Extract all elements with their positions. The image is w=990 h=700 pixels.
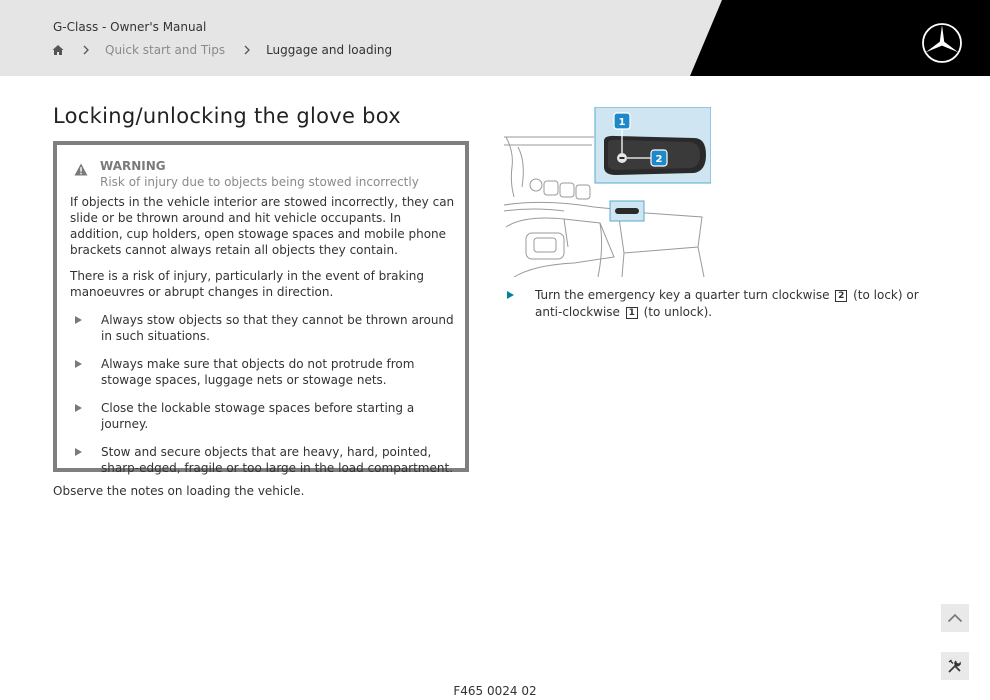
chevron-right-icon: [82, 45, 90, 55]
breadcrumb-item-quick-start[interactable]: Quick start and Tips: [105, 43, 226, 57]
figure-code: F465 0024 02: [453, 684, 537, 698]
warning-title: WARNING: [100, 159, 166, 173]
breadcrumb: [52, 42, 392, 58]
bullet-arrow-icon: [75, 360, 82, 368]
manual-title[interactable]: G-Class - Owner's Manual: [53, 20, 207, 34]
instruction-text-part: (to lock) or anti-clockwise: [535, 288, 919, 319]
breadcrumb-item-luggage: Luggage and loading: [266, 43, 393, 57]
workshop-tools-button[interactable]: [941, 652, 969, 680]
chevron-right-icon: [243, 45, 251, 55]
warning-list: [70, 312, 455, 488]
callout-1: 1: [618, 117, 626, 128]
key-number-2: 2: [835, 290, 847, 302]
list-item: [70, 444, 455, 476]
list-item: [70, 356, 455, 388]
mercedes-star-logo[interactable]: [921, 22, 963, 64]
list-item-text: Stow and secure objects that are heavy, hard, pointed, sharp-edged, fragile or too large in the load compartment.: [101, 445, 454, 475]
warning-box: [53, 141, 469, 475]
header: [0, 0, 990, 76]
loading-note: Observe the notes on loading the vehicle.: [53, 484, 305, 498]
warning-paragraph: There is a risk of injury, particularly in the event of braking manoeuvres or abrupt changes in direction.: [70, 269, 425, 299]
list-item-text: Always make sure that objects do not protrude from stowage spaces, luggage nets or stowage nets.: [101, 357, 415, 387]
warning-paragraph: If objects in the vehicle interior are stowed incorrectly, they can slide or be thrown around and hit vehicle occupants. In addition, cup holders, open stowage spaces and mobile phone brackets cannot always retain all objects they contain.: [70, 195, 455, 257]
list-item-text: Always stow objects so that they cannot be thrown around in such situations.: [101, 313, 454, 343]
callout-2: 2: [655, 154, 663, 165]
instruction-text-part: (to unlock).: [643, 304, 713, 319]
key-number-1: 1: [626, 307, 638, 319]
bullet-arrow-icon: [75, 448, 82, 456]
chevron-up-icon: [947, 613, 963, 623]
list-item-text: Close the lockable stowage spaces before starting a journey.: [101, 401, 415, 431]
instruction-text: [535, 287, 927, 320]
bullet-arrow-icon: [75, 316, 82, 324]
instruction-step: [507, 287, 927, 320]
page-title: Locking/unlocking the glove box: [53, 104, 402, 128]
warning-triangle-icon: [74, 163, 88, 176]
home-icon[interactable]: [52, 44, 64, 56]
step-arrow-icon: [507, 291, 514, 299]
list-item: [70, 400, 455, 432]
warning-subtitle: Risk of injury due to objects being stowed incorrectly: [100, 175, 419, 189]
list-item: [70, 312, 455, 344]
instruction-text-part: Turn the emergency key a quarter turn clockwise: [535, 288, 830, 302]
bullet-arrow-icon: [75, 404, 82, 412]
glove-box-illustration: [504, 107, 711, 277]
wrench-icon: [947, 659, 963, 673]
scroll-to-top-button[interactable]: [941, 604, 969, 632]
